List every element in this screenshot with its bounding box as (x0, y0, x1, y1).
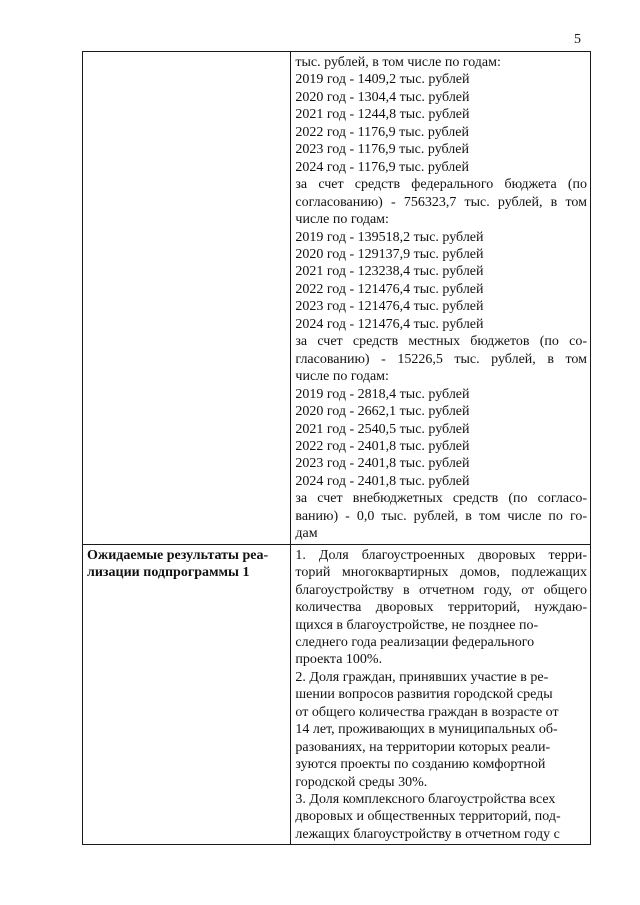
results-line: щихся в благоустройстве, не позднее по- (295, 617, 539, 633)
results-label-cell (83, 544, 291, 845)
results-line: городской среды 30%. (295, 774, 428, 790)
results-line: шении вопросов развития городской среды (295, 687, 553, 703)
funding-line: ванию) - 0,0 тыс. рублей, в том числе по го- (295, 508, 587, 524)
funding-line: 2020 год - 2662,1 тыс. рублей (295, 404, 470, 420)
funding-line: 2019 год - 2818,4 тыс. рублей (295, 386, 470, 402)
results-line: разованиях, на территории которых реали- (295, 739, 551, 755)
funding-line: за счет средств местных бюджетов (по со- (295, 334, 587, 350)
funding-label-cell (83, 52, 291, 545)
funding-line: за счет внебюджетных средств (по согласо- (295, 491, 587, 507)
funding-line: гласованию) - 15226,5 тыс. рублей, в том (295, 351, 587, 367)
funding-line: 2021 год - 123238,4 тыс. рублей (295, 264, 484, 280)
results-line: от общего количества граждан в возрасте от (295, 704, 559, 720)
funding-line: 2023 год - 1176,9 тыс. рублей (295, 142, 469, 158)
results-line: благоустройству в отчетном году, от общего (295, 582, 587, 598)
funding-line: дам (295, 526, 318, 542)
results-row (83, 544, 591, 845)
funding-line: 2024 год - 1176,9 тыс. рублей (295, 159, 469, 175)
results-line: дворовых и общественных территорий, под- (295, 809, 561, 825)
funding-line: 2020 год - 1304,4 тыс. рублей (295, 89, 470, 105)
results-line: проекта 100%. (295, 652, 383, 668)
funding-row (83, 52, 591, 545)
results-line: зуются проекты по созданию комфортной (295, 757, 546, 773)
page-number: 5 (574, 32, 581, 47)
results-line: 2. Доля граждан, принявших участие в ре- (295, 669, 549, 685)
funding-line: за счет средств федерального бюджета (по (295, 177, 587, 193)
funding-line: 2022 год - 121476,4 тыс. рублей (295, 281, 484, 297)
funding-line: 2022 год - 2401,8 тыс. рублей (295, 438, 470, 454)
funding-line: 2019 год - 139518,2 тыс. рублей (295, 229, 484, 245)
results-line: количества дворовых территорий, нуждаю- (295, 600, 587, 616)
funding-line: 2023 год - 121476,4 тыс. рублей (295, 299, 484, 315)
results-line: 3. Доля комплексного благоустройства всех (295, 792, 556, 808)
funding-line: тыс. рублей, в том числе по годам: (295, 55, 501, 70)
funding-line: 2024 год - 121476,4 тыс. рублей (295, 316, 484, 332)
funding-line: числе по годам: (295, 212, 389, 228)
funding-line: 2022 год - 1176,9 тыс. рублей (295, 124, 469, 140)
funding-value-cell (291, 52, 591, 545)
funding-line: согласованию) - 756323,7 тыс. рублей, в том (295, 194, 587, 210)
results-line: 14 лет, проживающих в муниципальных об- (295, 722, 558, 738)
funding-line: 2023 год - 2401,8 тыс. рублей (295, 456, 470, 472)
results-line: лежащих благоустройству в отчетном году с (295, 826, 560, 842)
results-value-cell (291, 544, 591, 845)
funding-line: 2021 год - 2540,5 тыс. рублей (295, 421, 470, 437)
results-line: следнего года реализации федерального (295, 634, 535, 650)
funding-line: 2021 год - 1244,8 тыс. рублей (295, 107, 470, 123)
results-label-line: Ожидаемые результаты реа- (87, 547, 269, 563)
funding-line: 2024 год - 2401,8 тыс. рублей (295, 473, 470, 489)
funding-line: числе по годам: (295, 369, 389, 385)
funding-line: 2020 год - 129137,9 тыс. рублей (295, 246, 484, 262)
funding-line: 2019 год - 1409,2 тыс. рублей (295, 72, 470, 88)
program-passport-table (82, 51, 591, 845)
results-line: 1. Доля благоустроенных дворовых терри- (295, 547, 587, 563)
results-label-line: лизации подпрограммы 1 (87, 565, 250, 581)
results-line: торий многоквартирных домов, подлежащих (295, 565, 587, 581)
